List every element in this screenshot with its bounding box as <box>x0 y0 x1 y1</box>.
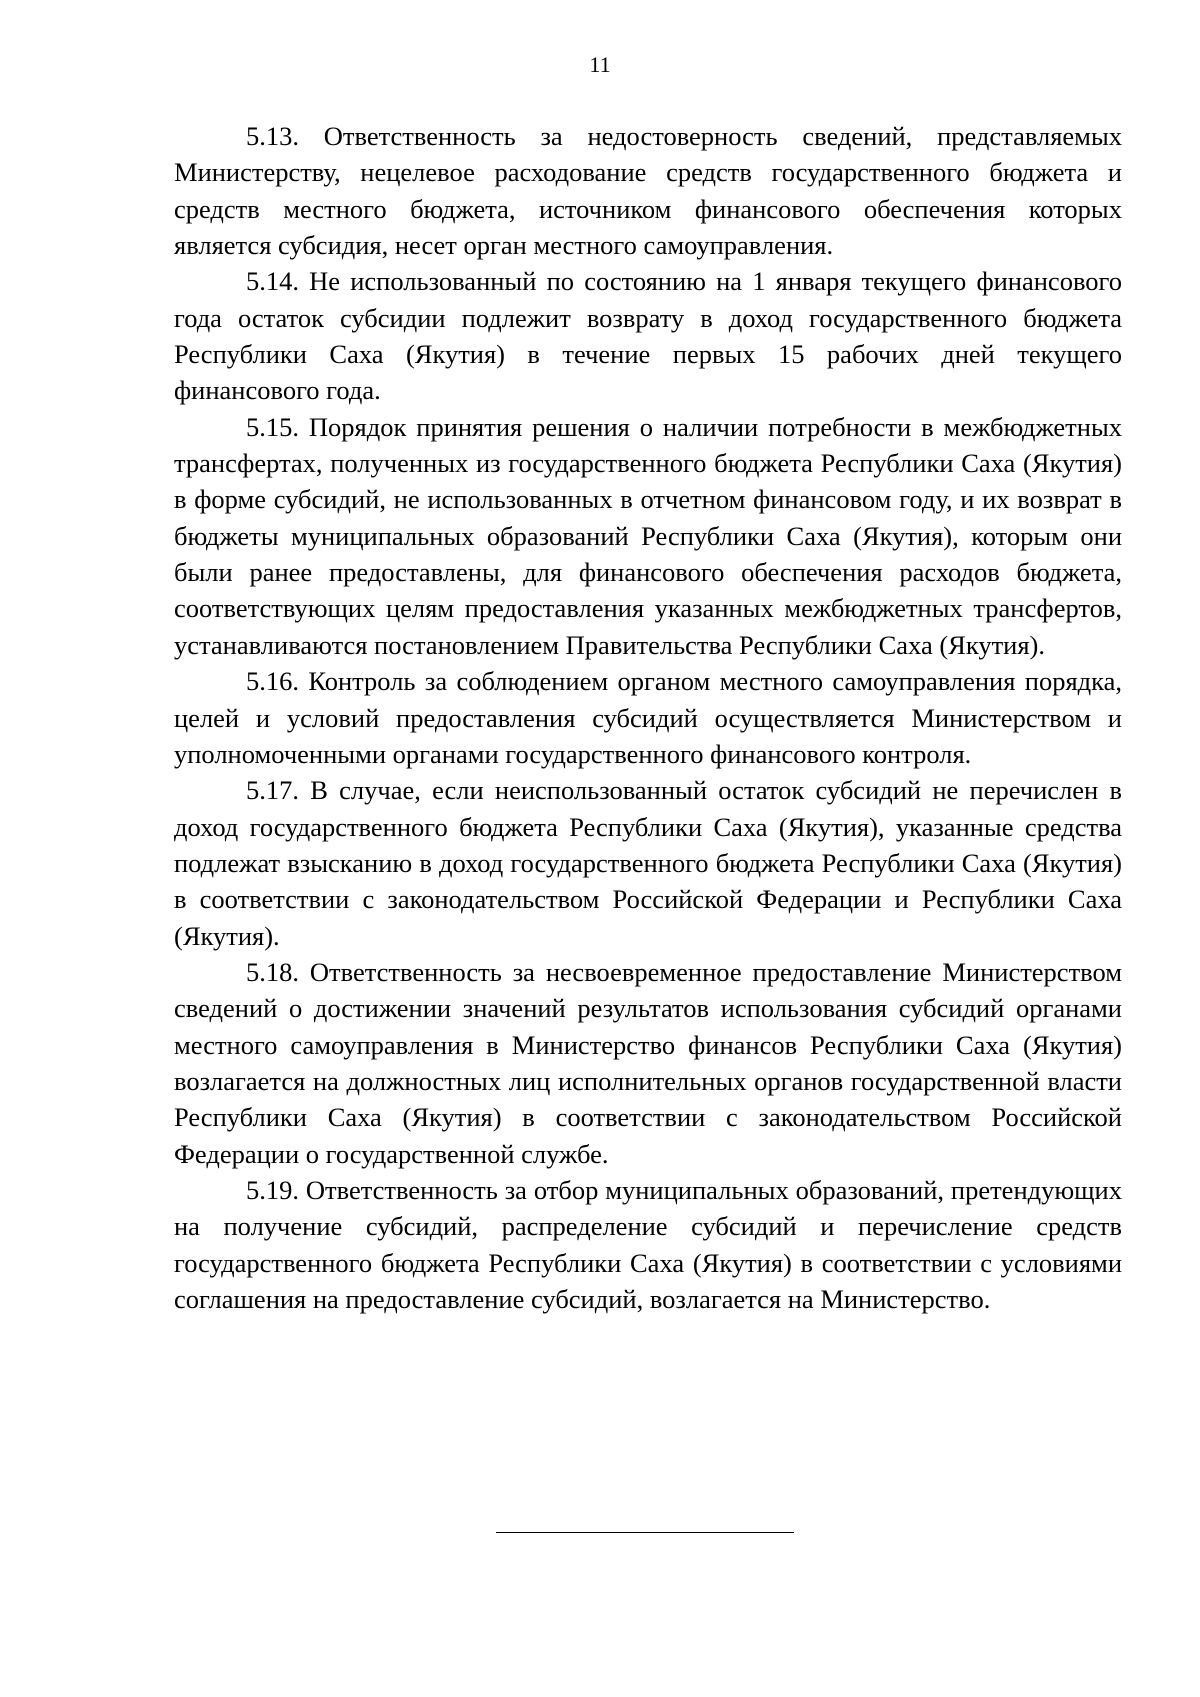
paragraph-5-17: 5.17. В случае, если неиспользованный остаток субсидий не перечислен в доход государственного бюджета Республики Саха (Якутия), указанные средства подлежат взысканию в доход государственного бюджета Республики Саха (Якутия) в соответствии с законодательством Российской Федерации и Республики Саха (Якутия). <box>174 775 1122 951</box>
document-body <box>174 118 1122 1317</box>
paragraph-5-14: 5.14. Не использованный по состоянию на 1 января текущего финансового года остаток субсидии подлежит возврату в доход государственного бюджета Республики Саха (Якутия) в течение первых 15 рабочих дней текущего финансового года. <box>174 266 1122 406</box>
paragraph-5-13: 5.13. Ответственность за недостоверность сведений, представляемых Министерству, нецелевое расходование средств государственного бюджета и средств местного бюджета, источником финансового обеспечения которых является субсидия, несет орган местного самоуправления. <box>174 121 1122 261</box>
paragraph-5-16: 5.16. Контроль за соблюдением органом местного самоуправления порядка, целей и условий предоставления субсидий осуществляется Министерством и уполномоченными органами государственного финансового контроля. <box>174 666 1122 769</box>
end-of-document-divider <box>496 1532 794 1533</box>
paragraph-5-15: 5.15. Порядок принятия решения о наличии потребности в межбюджетных трансфертах, полученных из государственного бюджета Республики Саха (Якутия) в форме субсидий, не использованных в отчетном финансовом году, и их возврат в бюджеты муниципальных образований Республики Саха (Якутия), которым они были ранее предоставлены, для финансового обеспечения расходов бюджета, соответствующих целям предоставления указанных межбюджетных трансфертов, устанавливаются постановлением Правительства Республики Саха (Якутия). <box>174 411 1122 660</box>
paragraph-5-19: 5.19. Ответственность за отбор муниципальных образований, претендующих на получение субсидий, распределение субсидий и перечисление средств государственного бюджета Республики Саха (Якутия) в соответствии с условиями соглашения на предоставление субсидий, возлагается на Министерство. <box>174 1174 1122 1314</box>
paragraph-5-18: 5.18. Ответственность за несвоевременное предоставление Министерством сведений о достижении значений результатов использования субсидий органами местного самоуправления в Министерство финансов Республики Саха (Якутия) возлагается на должностных лиц исполнительных органов государственной власти Республики Саха (Якутия) в соответствии с законодательством Российской Федерации о государственной службе. <box>174 956 1122 1169</box>
page-number: 11 <box>589 52 611 77</box>
